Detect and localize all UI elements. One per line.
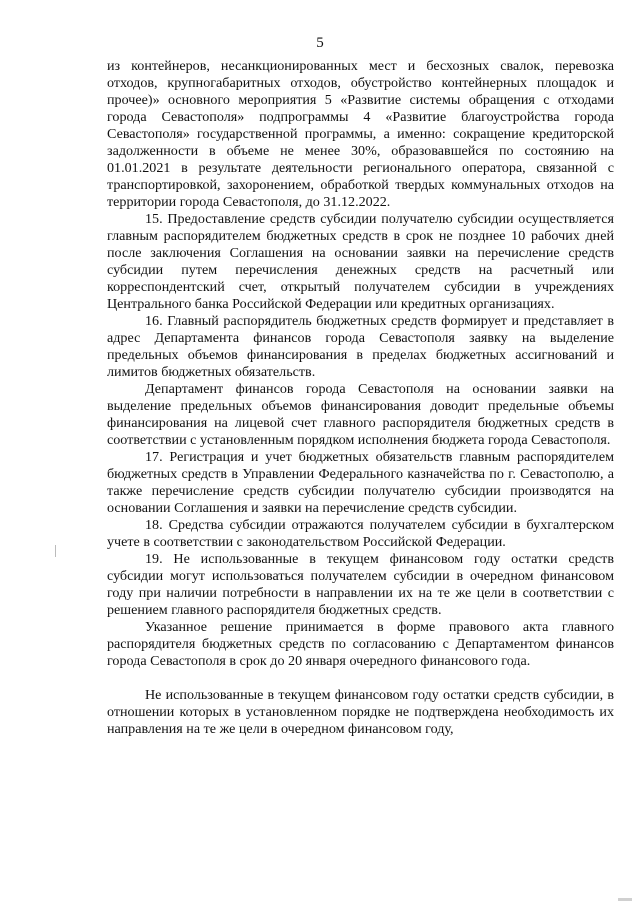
- paragraph-19-unused-remainder: Не использованные в текущем финансовом году остатки средств субсидии, в отношении которых в установленном порядке не подтверждена необходимость их направления на те же цели в очередном финансовом году,: [107, 687, 614, 737]
- scan-corner-mark: [618, 898, 632, 901]
- paragraph-16: 16. Главный распорядитель бюджетных средств формирует и представляет в адрес Департамента финансов города Севастополя заявку на выделение предельных объемов финансирования в пределах бюджетных ассигнований и лимитов бюджетных обязательств.: [107, 313, 614, 380]
- paragraph-continuation: из контейнеров, несанкционированных мест и бесхозных свалок, перевозка отходов, крупногабаритных отходов, обустройство контейнерных площадок и прочее)» основного мероприятия 5 «Развитие системы обращения с отходами города Севастополя» подпрограммы 4 «Развитие благоустройства города Севастополя» государственной программы, а именно: сокращение кредиторской задолженности в объеме не менее 30%, образовавшейся по состоянию на 01.01.2021 в результате деятельности регионального оператора, связанной с транспортировкой, захоронением, обработкой твердых коммунальных отходов на территории города Севастополя, до 31.12.2022.: [107, 58, 614, 210]
- page-number: 5: [316, 35, 324, 51]
- paragraph-19: 19. Не использованные в текущем финансовом году остатки средств субсидии могут использоваться получателем субсидии в очередном финансовом году при наличии потребности в направлении их на те же цели в соответствии с решением главного распорядителя бюджетных средств.: [107, 551, 614, 618]
- paragraph-17: 17. Регистрация и учет бюджетных обязательств главным распорядителем бюджетных средств в Управлении Федерального казначейства по г. Севастополю, а также перечисление средств субсидии получателю субсидии производятся на основании Соглашения и заявки на перечисление средств субсидии.: [107, 449, 614, 516]
- paragraph-16-department: Департамент финансов города Севастополя на основании заявки на выделение предельных объемов финансирования доводит предельные объемы финансирования на лицевой счет главного распорядителя бюджетных средств в соответствии с установленным порядком исполнения бюджета города Севастополя.: [107, 381, 614, 448]
- document-body: [107, 58, 614, 738]
- paragraph-18: 18. Средства субсидии отражаются получателем субсидии в бухгалтерском учете в соответствии с законодательством Российской Федерации.: [107, 517, 614, 550]
- scan-margin-mark: [55, 545, 56, 557]
- paragraph-15: 15. Предоставление средств субсидии получателю субсидии осуществляется главным распорядителем бюджетных средств в срок не позднее 10 рабочих дней после заключения Соглашения на основании заявки на перечисление средств субсидии путем перечисления денежных средств на расчетный или корреспондентский счет, открытый получателем субсидии в учреждениях Центрального банка Российской Федерации или кредитных организациях.: [107, 211, 614, 312]
- paragraph-19-decision: Указанное решение принимается в форме правового акта главного распорядителя бюджетных средств по согласованию с Департаментом финансов города Севастополя в срок до 20 января очередного финансового года.: [107, 619, 614, 669]
